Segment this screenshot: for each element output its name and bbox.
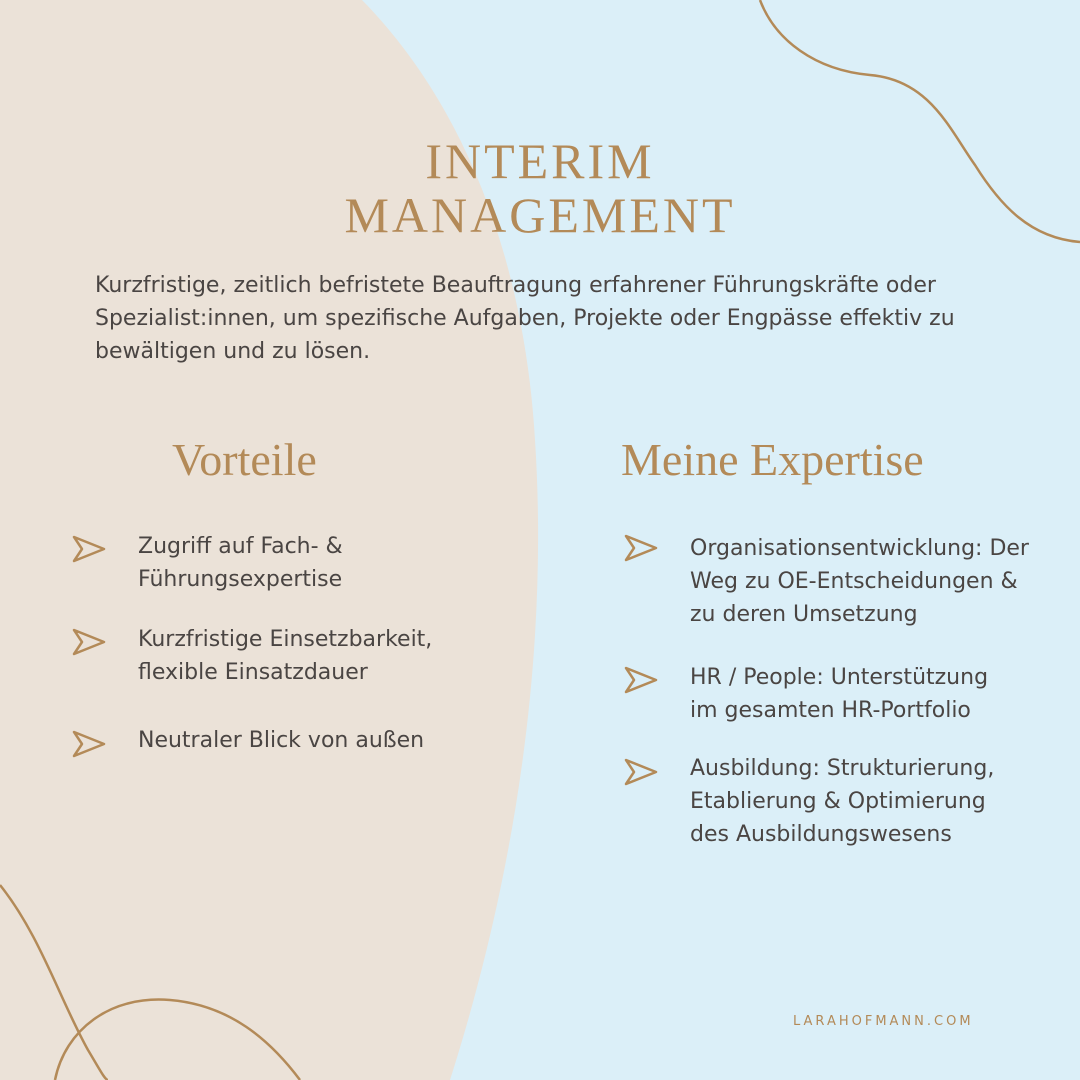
arrow-right-outline-icon xyxy=(72,628,106,656)
advantage-item-line: Kurzfristige Einsetzbarkeit, xyxy=(138,627,433,652)
expertise-item xyxy=(690,661,988,727)
page-title-line-2: MANAGEMENT xyxy=(344,187,736,243)
advantage-item xyxy=(138,530,343,596)
advantage-item xyxy=(138,623,432,689)
arrow-right-outline-icon xyxy=(72,730,106,758)
arrow-right-outline-icon xyxy=(624,758,658,786)
expertise-item xyxy=(690,752,994,851)
arrow-right-outline-icon xyxy=(624,666,658,694)
expertise-item-line: Ausbildung: Strukturierung, xyxy=(690,756,995,781)
advantage-item-line: flexible Einsatzdauer xyxy=(138,660,368,685)
advantage-item-line: Zugriff auf Fach- & xyxy=(138,534,343,559)
expertise-item xyxy=(690,532,1029,631)
website-link[interactable]: LARAHOFMANN.COM xyxy=(793,1014,974,1029)
expertise-item-line: zu deren Umsetzung xyxy=(690,602,918,627)
advantage-item-line: Neutraler Blick von außen xyxy=(138,728,425,753)
advantage-item-line: Führungsexpertise xyxy=(138,567,343,592)
expertise-item-line: Weg zu OE-Entscheidungen & xyxy=(690,569,1018,594)
expertise-item-line: HR / People: Unterstützung xyxy=(690,665,989,690)
advantage-item xyxy=(138,724,424,757)
arrow-right-outline-icon xyxy=(72,535,106,563)
arrow-right-outline-icon xyxy=(624,534,658,562)
expertise-item-line: Organisationsentwicklung: Der xyxy=(690,536,1029,561)
expertise-heading: Meine Expertise xyxy=(621,434,924,485)
expertise-item-line: im gesamten HR-Portfolio xyxy=(690,698,971,723)
expertise-item-line: des Ausbildungswesens xyxy=(690,822,952,847)
intro-paragraph: Kurzfristige, zeitlich befristete Beauftragung erfahrener Führungskräfte oder Spezialist:innen, um spezifische Aufgaben, Projekte oder Engpässe effektiv zu bewältigen und zu lösen. xyxy=(95,273,955,364)
expertise-item-line: Etablierung & Optimierung xyxy=(690,789,986,814)
advantages-heading: Vorteile xyxy=(172,434,317,485)
page-title-line-1: INTERIM xyxy=(425,133,655,189)
